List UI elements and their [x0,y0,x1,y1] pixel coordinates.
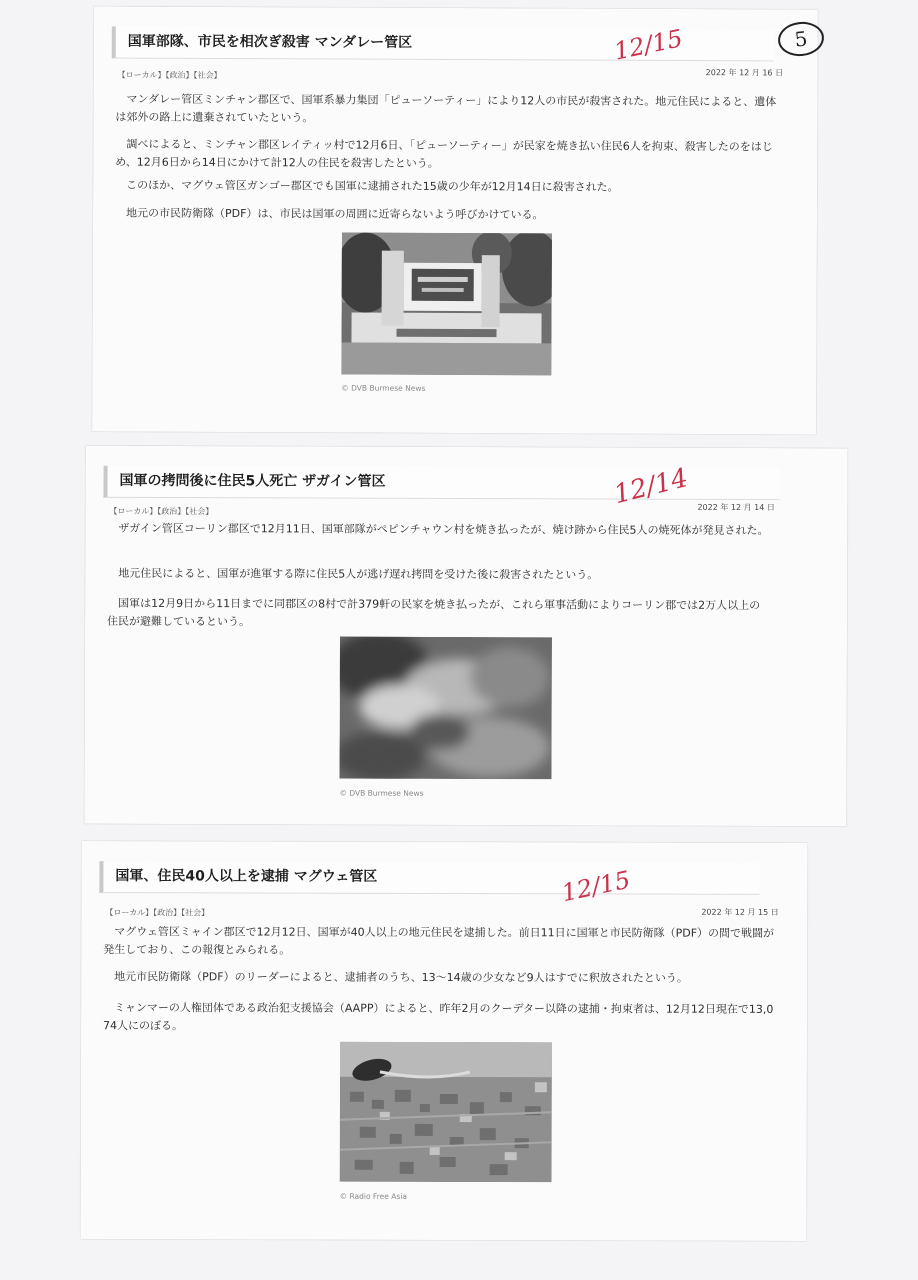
article-2-paragraph-3: 国軍は12月9日から11日までに同郡区の8村で計379軒の民家を焼き払ったが、これら軍事活動によりコーリン郡では2万人以上の住民が避難しているという。 [107,596,761,629]
article-3-date: 2022 年 12 月 15 日 [701,907,779,917]
article-3-paragraph-2: 地元市民防衛隊（PDF）のリーダーによると、逮捕者のうち、13～14歳の少女など9人はすでに釈放されたという。 [114,970,688,985]
article-2-tags: 【ローカル】【政治】【社会】 [109,506,214,517]
article-2-title: 国軍の拷問後に住民5人死亡 ザガイン管区 [103,466,779,500]
article-1-photo-credit: © DVB Burmese News [341,383,426,393]
article-2-handwritten-date: 12/14 [611,463,691,511]
article-clipping-1 [92,6,818,434]
article-1-date: 2022 年 12 月 16 日 [705,68,784,78]
article-1-paragraph-2: 調べによると、ミンチャン郡区レイティッ村で12月6日、「ピューソーティー」が民家を焼き払い住民6人を拘束、殺害したのをはじめ、12月6日から14日にかけて計12人の住民を殺害したという。 [115,137,773,170]
article-1-paragraph-3: このほか、マグウェ管区ガンゴー郡区でも国軍に逮捕された15歳の少年が12月14日に殺害された。 [126,178,619,194]
article-clipping-2 [84,446,847,827]
article-1-paragraph-4: 地元の市民防衛隊（PDF）は、市民は国軍の周囲に近寄らないよう呼びかけている。 [126,206,544,222]
page-number-mark: 5 [776,20,825,59]
article-3-paragraph-3: ミャンマーの人権団体である政治犯支援協会（AAPP）によると、昨年2月のクーデター以降の逮捕・拘束者は、12月12日現在で13,074人にのぼる。 [103,1001,774,1033]
article-3-title: 国軍、住民40人以上を逮捕 マグウェ管区 [99,861,759,895]
article-1-photo-monument [341,233,552,376]
article-2-date: 2022 年 12 月 14 日 [697,502,775,513]
article-2-paragraph-2: 地元住民によると、国軍が進軍する際に住民5人が逃げ遅れ拷問を受けた後に殺害されたという。 [118,566,599,582]
article-3-photo-aerial-town [340,1042,552,1183]
article-3-photo-credit: © Radio Free Asia [339,1191,407,1201]
article-2-paragraph-1: ザガイン管区コーリン郡区で12月11日、国軍部隊がペピンチャウン村を焼き払ったが、焼け跡から住民5人の焼死体が発見された。 [118,521,769,538]
article-1-paragraph-1: マンダレー管区ミンチャン郡区で、国軍系暴力集団「ピューソーティー」により12人の市民が殺害された。地元住民によると、遺体は郊外の路上に遺棄されていたという。 [115,92,777,125]
article-2-photo-blurred [340,637,552,780]
article-clipping-3 [80,841,807,1241]
article-2-photo-credit: © DVB Burmese News [339,788,424,798]
article-1-tags: 【ローカル】【政治】【社会】 [117,70,222,80]
article-1-title: 国軍部隊、市民を相次ぎ殺害 マンダレー管区 [112,27,774,62]
article-3-paragraph-1: マグウェ管区ミャイン郡区で12月12日、国軍が40人以上の地元住民を逮捕した。前日11日に国軍と市民防衛隊（PDF）の間で戦闘が発生しており、この報復とみられる。 [103,925,775,957]
article-1-handwritten-date: 12/15 [611,24,686,66]
article-3-tags: 【ローカル】【政治】【社会】 [105,908,210,918]
article-3-handwritten-date: 12/15 [559,865,633,908]
